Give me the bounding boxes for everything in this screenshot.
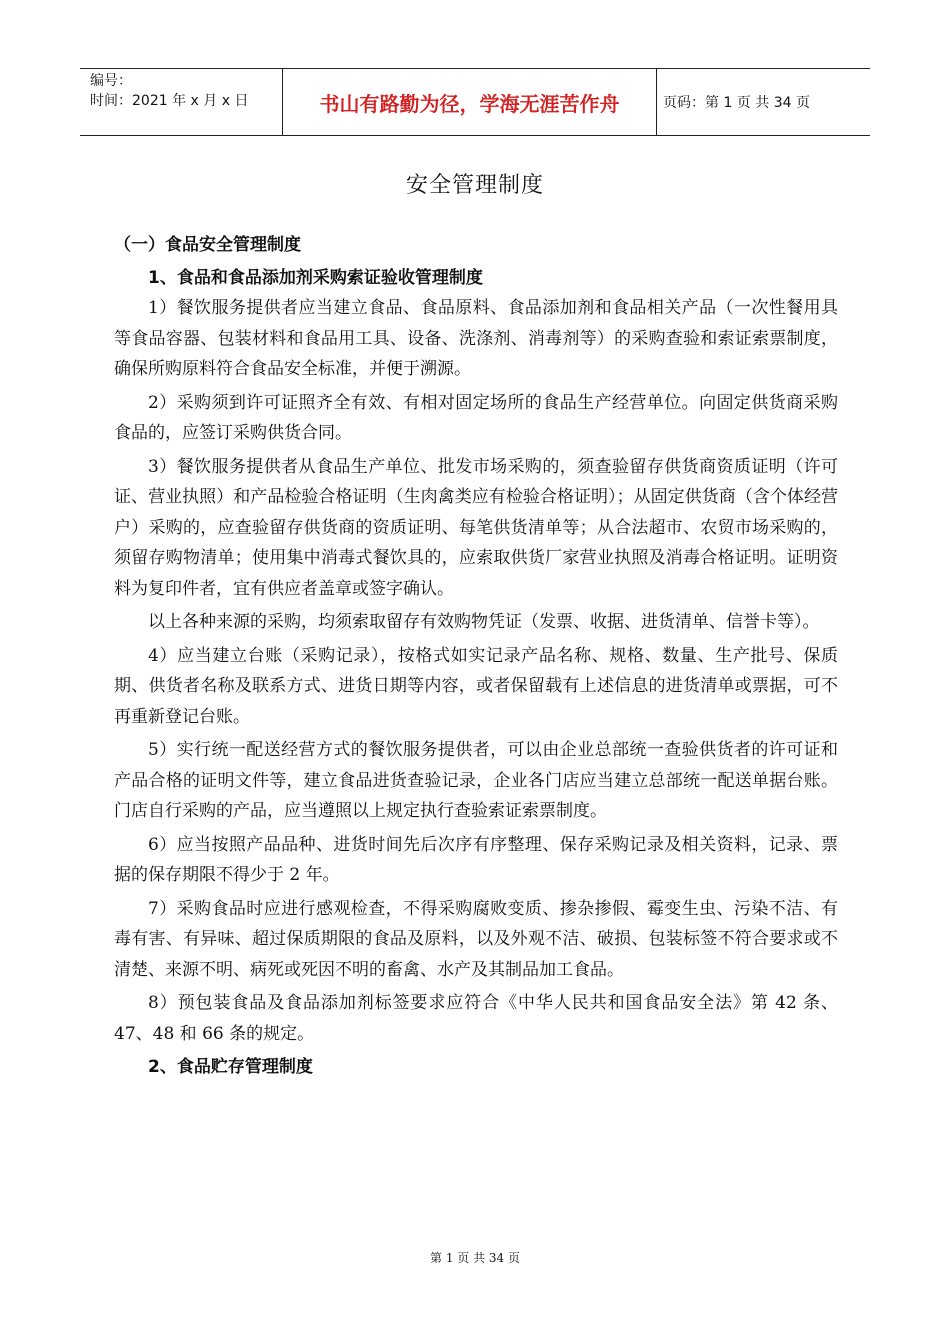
paragraph: 1）餐饮服务提供者应当建立食品、食品原料、食品添加剂和食品相关产品（一次性餐用具等食品容器、包装材料和食品用工具、设备、洗涤剂、消毒剂等）的采购查验和索证索票制度，确保所购原料符合食品安全标准，并便于溯源。 [114,298,838,379]
header-page-info: 页码：第 1 页 共 34 页 [663,95,810,111]
paragraph: 3）餐饮服务提供者从食品生产单位、批发市场采购的，须查验留存供货商资质证明（许可证、营业执照）和产品检验合格证明（生肉禽类应有检验合格证明）；从固定供货商（含个体经营户）采购的，应查验留存供货商的资质证明、每笔供货清单等；从合法超市、农贸市场采购的，须留存购物清单；使用集中消毒式餐饮具的，应索取供货厂家营业执照及消毒合格证明。证明资料为复印件者，宜有供应者盖章或签字确认。 [114,456,838,599]
document-number: 编号： [90,73,132,89]
document-title: 安全管理制度 [405,173,544,198]
paragraph: 5）实行统一配送经营方式的餐饮服务提供者，可以由企业总部统一查验供货者的许可证和产品合格的证明文件等，建立食品进货查验记录，企业各门店应当建立总部统一配送单据台账。门店自行采购的产品，应当遵照以上规定执行查验索证索票制度。 [114,740,838,821]
page-footer: 第 1 页 共 34 页 [430,1251,520,1265]
document-body [114,230,838,1083]
section-heading: （一）食品安全管理制度 [114,235,301,255]
subheading-procurement: 1、食品和食品添加剂采购索证验收管理制度 [148,267,483,288]
paragraph: 6）应当按照产品品种、进货时间先后次序有序整理、保存采购记录及相关资料，记录、票据的保存期限不得少于 2 年。 [114,834,838,885]
header-meta [80,69,282,135]
paragraph: 7）采购食品时应进行感观检查，不得采购腐败变质、掺杂掺假、霉变生虫、污染不洁、有毒有害、有异味、超过保质期限的食品及原料，以及外观不洁、破损、包装标签不符合要求或不清楚、来源不明、病死或死因不明的畜禽、水产及其制品加工食品。 [114,898,838,980]
paragraph: 8）预包装食品及食品添加剂标签要求应符合《中华人民共和国食品安全法》第 42 条、47、48 和 66 条的规定。 [114,993,838,1044]
subheading-storage: 2、食品贮存管理制度 [148,1057,313,1077]
paragraph: 2）采购须到许可证照齐全有效、有相对固定场所的食品生产经营单位。向固定供货商采购食品的，应签订采购供货合同。 [114,392,838,443]
paragraph: 以上各种来源的采购，均须索取留存有效购物凭证（发票、收据、进货清单、信誉卡等）。 [148,612,820,632]
page-header [80,68,870,136]
paragraph: 4）应当建立台账（采购记录），按格式如实记录产品名称、规格、数量、生产批号、保质期、供货者名称及联系方式、进货日期等内容，或者保留载有上述信息的进货清单或票据，可不再重新登记台账。 [114,645,838,727]
header-motto: 书山有路勤为径，学海无涯苦作舟 [282,69,657,135]
document-time: 时间：2021 年 x 月 x 日 [90,93,249,109]
